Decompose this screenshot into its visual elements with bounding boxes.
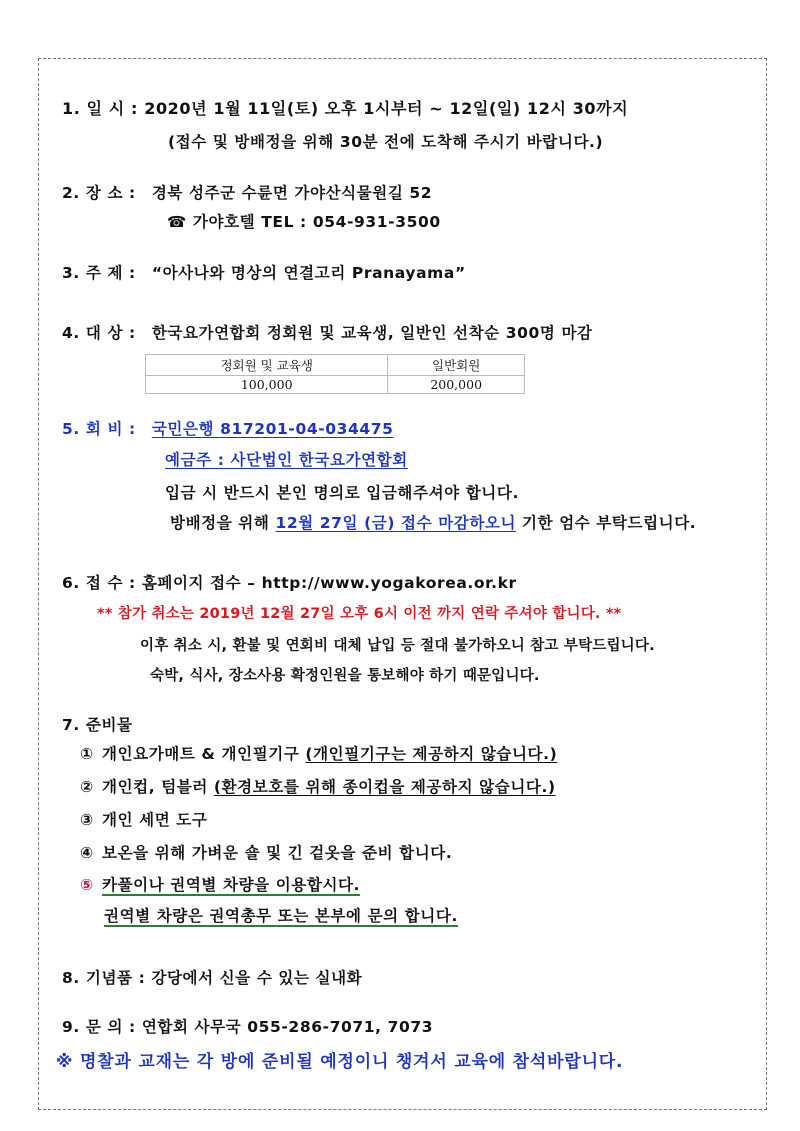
fee-table bbox=[145, 354, 525, 394]
fee-line bbox=[62, 417, 394, 439]
table-row bbox=[146, 376, 525, 394]
souvenir-line bbox=[62, 966, 362, 988]
list-item bbox=[80, 808, 207, 830]
list-text: 카풀이나 권역별 차량을 이용합시다. bbox=[102, 876, 361, 894]
list-item bbox=[80, 873, 360, 895]
list-note: (개인필기구는 제공하지 않습니다.) bbox=[305, 745, 558, 763]
register-note-2: 숙박, 식사, 장소사용 확정인원을 통보해야 하기 때문입니다. bbox=[150, 668, 540, 684]
place-label: 2. 장 소 : bbox=[62, 184, 136, 202]
table-header-cell: 정회원 및 교육생 bbox=[146, 355, 388, 376]
fee-note-1: 입금 시 반드시 본인 명의로 입금해주셔야 합니다. bbox=[165, 484, 519, 502]
contact-text: 연합회 사무국 055-286-7071, 7073 bbox=[141, 1018, 434, 1036]
target-text: 한국요가연합회 정회원 및 교육생, 일반인 선착순 300명 마감 bbox=[151, 324, 593, 342]
list-number: ⑤ bbox=[80, 876, 94, 894]
prepare-label: 7. 준비물 bbox=[62, 716, 133, 734]
table-value-cell: 200,000 bbox=[388, 376, 525, 394]
fee-deadline: 12월 27일 (금) 접수 마감하오니 bbox=[275, 514, 517, 532]
list-number: ① bbox=[80, 745, 94, 763]
fee-note-2-prefix: 방배정을 위해 bbox=[170, 514, 276, 532]
list-text: 개인 세면 도구 bbox=[102, 811, 208, 829]
list-text: 보온을 위해 가벼운 숄 및 긴 겉옷을 준비 합니다. bbox=[102, 844, 453, 862]
souvenir-text: 강당에서 신을 수 있는 실내화 bbox=[151, 969, 363, 987]
register-note-1: 이후 취소 시, 환불 및 연회비 대체 납입 등 절대 불가하오니 참고 부탁드립니다. bbox=[140, 638, 655, 654]
phone-icon: ☎ bbox=[167, 213, 187, 231]
footer-notice: ※ 명찰과 교재는 각 방에 준비될 예정이니 챙겨서 교육에 참석바랍니다. bbox=[56, 1052, 624, 1072]
table-row bbox=[146, 355, 525, 376]
fee-label: 5. 회 비 : bbox=[62, 420, 136, 438]
list-item bbox=[80, 742, 557, 764]
topic-label: 3. 주 제 : bbox=[62, 264, 136, 282]
list-text: 개인컵, 텀블러 bbox=[102, 778, 214, 796]
table-value-cell: 100,000 bbox=[146, 376, 388, 394]
topic-text: “아사나와 명상의 연결고리 Pranayama” bbox=[151, 264, 466, 282]
register-line bbox=[62, 571, 517, 593]
target-label: 4. 대 상 : bbox=[62, 324, 136, 342]
carpool-note: 권역별 차량은 권역총무 또는 본부에 문의 합니다. bbox=[104, 907, 458, 925]
hotel-text: 가야호텔 TEL : 054-931-3500 bbox=[192, 213, 441, 231]
date-text: 2020년 1월 11일(토) 오후 1시부터 ~ 12일(일) 12시 30까지 bbox=[144, 99, 629, 118]
target-line bbox=[62, 321, 593, 343]
date-note: (접수 및 방배정을 위해 30분 전에 도착해 주시기 바랍니다.) bbox=[168, 133, 604, 151]
list-item bbox=[80, 775, 556, 797]
hotel-line bbox=[167, 210, 441, 232]
date-line bbox=[62, 96, 628, 119]
list-note: (환경보호를 위해 종이컵을 제공하지 않습니다.) bbox=[213, 778, 556, 796]
place-text: 경북 성주군 수륜면 가야산식물원길 52 bbox=[151, 184, 433, 202]
register-label: 6. 접 수 : bbox=[62, 574, 136, 592]
cancel-warning: ** 참가 취소는 2019년 12월 27일 오후 6시 이전 까지 연락 주셔야 합니다. ** bbox=[97, 606, 622, 622]
bank-account: 국민은행 817201-04-034475 bbox=[151, 420, 394, 438]
list-text: 개인요가매트 & 개인필기구 bbox=[102, 745, 306, 763]
place-line bbox=[62, 181, 432, 203]
date-label: 1. 일 시 : bbox=[62, 99, 139, 118]
table-header-cell: 일반회원 bbox=[388, 355, 525, 376]
list-number: ② bbox=[80, 778, 94, 796]
list-number: ③ bbox=[80, 811, 94, 829]
fee-note-2-suffix: 기한 엄수 부탁드립니다. bbox=[516, 514, 697, 532]
register-text: 홈페이지 접수 – http://www.yogakorea.or.kr bbox=[141, 574, 517, 592]
fee-note-2 bbox=[170, 511, 696, 533]
contact-label: 9. 문 의 : bbox=[62, 1018, 136, 1036]
contact-line bbox=[62, 1015, 433, 1037]
list-item bbox=[80, 841, 452, 863]
account-holder: 예금주 : 사단법인 한국요가연합회 bbox=[165, 451, 408, 469]
topic-line bbox=[62, 261, 466, 283]
list-number: ④ bbox=[80, 844, 94, 862]
souvenir-label: 8. 기념품 : bbox=[62, 969, 146, 987]
